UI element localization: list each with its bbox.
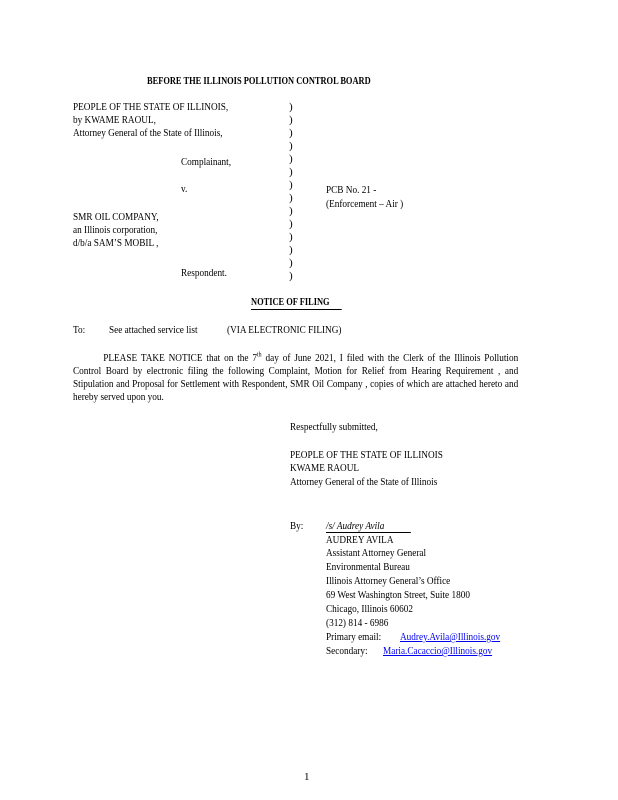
party-line-2: KWAME RAOUL: [290, 462, 360, 474]
caption-paren: ): [289, 153, 293, 165]
caption-paren: ): [289, 140, 293, 152]
plaintiff-line-1: PEOPLE OF THE STATE OF ILLINOIS,: [73, 101, 229, 113]
phone: (312) 814 - 6986: [326, 617, 389, 629]
caption-divider: [289, 101, 293, 283]
plaintiff-line-2: by KWAME RAOUL,: [73, 114, 156, 126]
caption-paren: ): [289, 231, 293, 243]
caption-paren: ): [289, 179, 293, 191]
caption-paren: ): [289, 166, 293, 178]
case-type: (Enforcement – Air ): [326, 198, 404, 210]
party-line-3: Attorney General of the State of Illinois: [290, 476, 438, 488]
caption-paren: ): [289, 114, 293, 126]
respondent-label: Respondent.: [181, 267, 227, 279]
secondary-email-link[interactable]: Maria.Cacaccio@Illinois.gov: [383, 645, 493, 657]
bureau: Environmental Bureau: [326, 561, 410, 573]
address-line-2: Chicago, Illinois 60602: [326, 603, 414, 615]
office: Illinois Attorney General’s Office: [326, 575, 451, 587]
caption-paren: ): [289, 205, 293, 217]
to-label: To:: [73, 324, 86, 336]
plaintiff-line-3: Attorney General of the State of Illinois,: [73, 127, 223, 139]
versus-label: v.: [181, 183, 188, 195]
defendant-line-2: an Illinois corporation,: [73, 224, 158, 236]
defendant-line-3: d/b/a SAM’S MOBIL ,: [73, 237, 159, 249]
to-recipients: See attached service list: [109, 324, 198, 336]
to-method: (VIA ELECTRONIC FILING): [227, 324, 342, 336]
closing: Respectfully submitted,: [290, 421, 378, 433]
notice-title: NOTICE OF FILING: [251, 297, 341, 310]
defendant-line-1: SMR OIL COMPANY,: [73, 211, 159, 223]
attorney-title: Assistant Attorney General: [326, 547, 427, 559]
case-number: PCB No. 21 -: [326, 184, 377, 196]
signature-mark: /s/ Audrey Avila: [326, 520, 411, 533]
caption-paren: ): [289, 101, 293, 113]
caption-paren: ): [289, 127, 293, 139]
caption-paren: ): [289, 218, 293, 230]
caption-paren: ): [289, 270, 293, 282]
address-line-1: 69 West Washington Street, Suite 1800: [326, 589, 470, 601]
notice-body-part1: PLEASE TAKE NOTICE that on the 7: [103, 352, 258, 364]
notice-body: [73, 352, 518, 404]
caption-paren: ): [289, 192, 293, 204]
party-line-1: PEOPLE OF THE STATE OF ILLINOIS: [290, 449, 443, 461]
notice-body-part2: day of June 2021, I filed with the Clerk of the Illinois Pollution Control Board by electronic filing the following Complaint, Motion for Relief from Hearing Requirement , and Stipulation and Proposal for Settlement with Respondent, SMR Oil Company , copies of which are attached hereto and hereby served upon you.: [73, 352, 519, 403]
board-title: BEFORE THE ILLINOIS POLLUTION CONTROL BOARD: [147, 76, 371, 87]
complainant-label: Complainant,: [181, 156, 232, 168]
primary-email-link[interactable]: Audrey.Avila@Illinois.gov: [400, 631, 501, 643]
by-label: By:: [290, 520, 304, 532]
page-number: 1: [304, 771, 310, 783]
primary-email-label: Primary email:: [326, 631, 382, 643]
caption-paren: ): [289, 244, 293, 256]
ordinal-suffix: th: [257, 350, 262, 359]
caption-paren: ): [289, 257, 293, 269]
attorney-name: AUDREY AVILA: [326, 534, 394, 546]
secondary-email-label: Secondary:: [326, 645, 368, 657]
